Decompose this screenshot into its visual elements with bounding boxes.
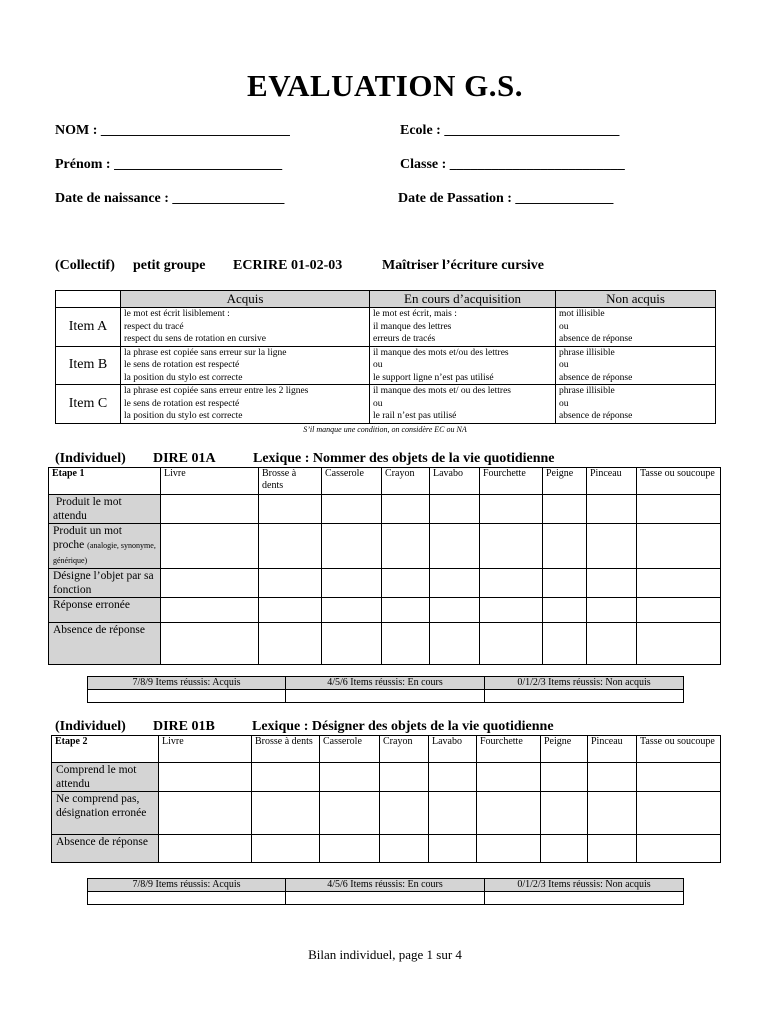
object-header: Crayon: [382, 468, 430, 495]
row-label: Absence de réponse: [52, 835, 159, 863]
object-header: Peigne: [541, 736, 588, 763]
collectif-group: petit groupe: [133, 258, 206, 273]
non-acquis-cell: phrase illisible ou absence de réponse: [556, 385, 716, 424]
competency-row-c: [56, 385, 716, 424]
row-label: Désigne l’objet par sa fonction: [49, 569, 161, 598]
header-empty: [56, 291, 121, 308]
field-classe: Classe : _________________________: [400, 157, 625, 172]
object-header: Brosse à dents: [259, 468, 322, 495]
competency-row-a: [56, 308, 716, 347]
table-row: [49, 524, 721, 569]
object-header: Livre: [159, 736, 252, 763]
score-en-cours: 4/5/6 Items réussis: En cours: [286, 677, 485, 690]
dire01b-label: (Individuel): [55, 719, 126, 734]
object-header: Livre: [161, 468, 259, 495]
table-row: [52, 763, 721, 792]
acquis-cell: le mot est écrit lisiblement : respect du tracé respect du sens de rotation en cursive: [121, 308, 370, 347]
item-label: Item C: [56, 385, 121, 424]
header-acquis: Acquis: [121, 291, 370, 308]
collectif-label: (Collectif): [55, 258, 115, 273]
header-en-cours: En cours d’acquisition: [370, 291, 556, 308]
en-cours-cell: il manque des mots et/ou des lettres ou le support ligne n’est pas utilisé: [370, 346, 556, 385]
row-label: Comprend le mot attendu: [52, 763, 159, 792]
collectif-competence: Maîtriser l’écriture cursive: [382, 258, 544, 273]
object-header: Pinceau: [587, 468, 637, 495]
object-header: Lavabo: [430, 468, 480, 495]
object-header: Pinceau: [588, 736, 637, 763]
en-cours-cell: le mot est écrit, mais : il manque des lettres erreurs de tracés: [370, 308, 556, 347]
field-prenom: Prénom : ________________________: [55, 157, 283, 172]
table-row: [49, 598, 721, 623]
field-date-passation: Date de Passation : ______________: [398, 191, 614, 206]
page-title: EVALUATION G.S.: [247, 68, 523, 103]
table-row: [49, 623, 721, 665]
collectif-code: ECRIRE 01-02-03: [233, 258, 343, 273]
dire01a-title: Lexique : Nommer des objets de la vie quotidienne: [253, 451, 555, 466]
condition-note: S’il manque une condition, on considère EC ou NA: [303, 425, 467, 434]
item-label: Item A: [56, 308, 121, 347]
dire01b-code: DIRE 01B: [153, 719, 215, 734]
object-header: Tasse ou soucoupe: [637, 468, 721, 495]
step-label: Etape 1: [49, 468, 161, 495]
object-header: Fourchette: [477, 736, 541, 763]
score-acquis: 7/8/9 Items réussis: Acquis: [88, 879, 286, 892]
object-header: Fourchette: [480, 468, 543, 495]
row-label: Produit le mot attendu: [49, 495, 161, 524]
score-acquis: 7/8/9 Items réussis: Acquis: [88, 677, 286, 690]
acquis-cell: la phrase est copiée sans erreur entre les 2 lignes le sens de rotation est respecté la position du stylo est correcte: [121, 385, 370, 424]
object-header: Tasse ou soucoupe: [637, 736, 721, 763]
dire01a-label: (Individuel): [55, 451, 126, 466]
table-row: [49, 569, 721, 598]
step-label: Etape 2: [52, 736, 159, 763]
dire01b-title: Lexique : Désigner des objets de la vie quotidienne: [252, 719, 554, 734]
header-non-acquis: Non acquis: [556, 291, 716, 308]
row-label: Absence de réponse: [49, 623, 161, 665]
dire01b-table: [51, 735, 721, 863]
non-acquis-cell: mot illisible ou absence de réponse: [556, 308, 716, 347]
object-header: Lavabo: [429, 736, 477, 763]
score-non-acquis: 0/1/2/3 Items réussis: Non acquis: [485, 677, 684, 690]
acquis-cell: la phrase est copiée sans erreur sur la ligne le sens de rotation est respecté la position du stylo est correcte: [121, 346, 370, 385]
field-ecole: Ecole : _________________________: [400, 123, 620, 138]
object-header: Casserole: [320, 736, 380, 763]
row-label: Ne comprend pas, désignation erronée: [52, 792, 159, 835]
field-nom: NOM : ___________________________: [55, 123, 290, 138]
row-label: Réponse erronée: [49, 598, 161, 623]
en-cours-cell: il manque des mots et/ ou des lettres ou le rail n’est pas utilisé: [370, 385, 556, 424]
non-acquis-cell: phrase illisible ou absence de réponse: [556, 346, 716, 385]
row-label: Produit un mot proche (analogie, synonyme, générique): [49, 524, 161, 569]
dire01a-table: [48, 467, 721, 665]
table-row: [49, 495, 721, 524]
field-date-naissance: Date de naissance : ________________: [55, 191, 285, 206]
score-en-cours: 4/5/6 Items réussis: En cours: [286, 879, 485, 892]
competency-table: [55, 290, 716, 424]
scoring-table-a: [87, 676, 684, 703]
object-header: Casserole: [322, 468, 382, 495]
item-label: Item B: [56, 346, 121, 385]
table-row: [52, 835, 721, 863]
competency-row-b: [56, 346, 716, 385]
dire01a-code: DIRE 01A: [153, 451, 216, 466]
table-row: [52, 792, 721, 835]
object-header: Peigne: [543, 468, 587, 495]
page-footer: Bilan individuel, page 1 sur 4: [308, 947, 462, 962]
score-non-acquis: 0/1/2/3 Items réussis: Non acquis: [485, 879, 684, 892]
object-header: Brosse à dents: [252, 736, 320, 763]
object-header: Crayon: [380, 736, 429, 763]
scoring-table-b: [87, 878, 684, 905]
